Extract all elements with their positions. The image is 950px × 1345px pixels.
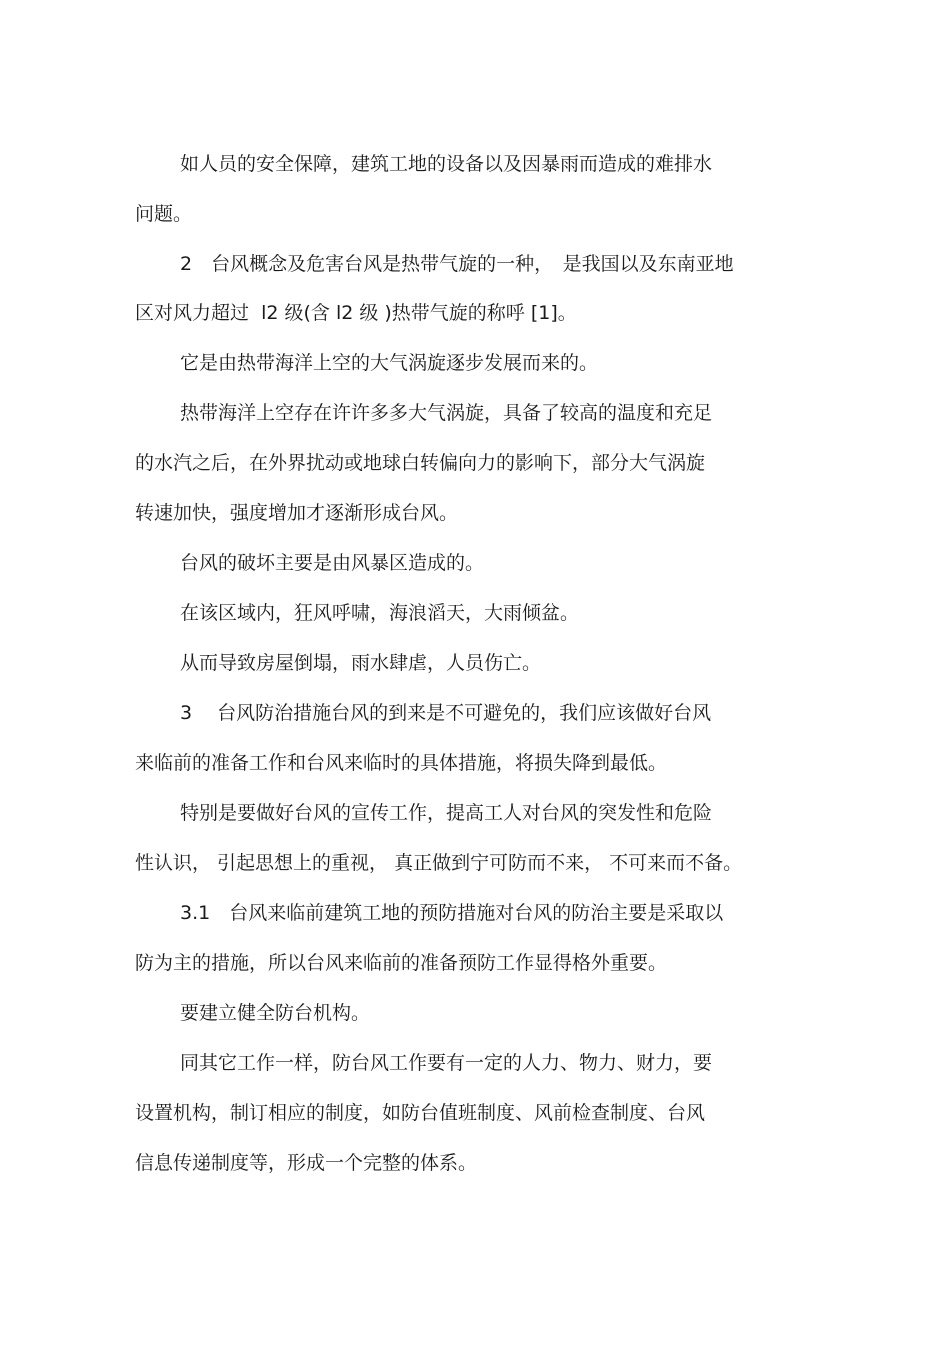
text-line: 的水汽之后，在外界扰动或地球白转偏向力的影响下，部分大气涡旋 bbox=[135, 452, 706, 474]
text-line: 区对风力超过 l2 级(含 l2 级 )热带气旋的称呼 [1]。 bbox=[135, 302, 577, 324]
text-line: 性认识， 引起思想上的重视， 真正做到宁可防而不来， 不可来而不备。 bbox=[135, 852, 743, 874]
text-line: 它是由热带海洋上空的大气涡旋逐步发展而来的。 bbox=[180, 352, 599, 374]
text-line: 从而导致房屋倒塌，雨水肆虐，人员伤亡。 bbox=[180, 652, 542, 674]
text-line: 转速加快，强度增加才逐渐形成台风。 bbox=[135, 502, 459, 524]
text-line: 热带海洋上空存在许许多多大气涡旋，具备了较高的温度和充足 bbox=[180, 402, 713, 424]
text-line: 来临前的准备工作和台风来临时的具体措施，将损失降到最低。 bbox=[135, 752, 668, 774]
text-line: 信息传递制度等，形成一个完整的体系。 bbox=[135, 1152, 478, 1174]
text-line: 特别是要做好台风的宣传工作，提高工人对台风的突发性和危险 bbox=[180, 802, 713, 824]
text-line: 防为主的措施，所以台风来临前的准备预防工作显得格外重要。 bbox=[135, 952, 668, 974]
text-line: 要建立健全防台机构。 bbox=[180, 1002, 371, 1024]
text-line: 在该区域内，狂风呼啸，海浪滔天，大雨倾盆。 bbox=[180, 602, 580, 624]
text-line: 设置机构，制订相应的制度，如防台值班制度、风前检查制度、台风 bbox=[135, 1102, 706, 1124]
text-line: 问题。 bbox=[135, 203, 193, 225]
text-line: 3 台风防治措施台风的到来是不可避免的，我们应该做好台风 bbox=[180, 702, 712, 724]
text-line: 同其它工作一样，防台风工作要有一定的人力、物力、财力，要 bbox=[180, 1052, 713, 1074]
text-line: 2 台风概念及危害台风是热带气旋的一种， 是我国以及东南亚地 bbox=[180, 253, 734, 275]
text-line: 如人员的安全保障，建筑工地的设备以及因暴雨而造成的难排水 bbox=[180, 153, 713, 175]
text-line: 台风的破坏主要是由风暴区造成的。 bbox=[180, 552, 485, 574]
text-line: 3.1 台风来临前建筑工地的预防措施对台风的防治主要是采取以 bbox=[180, 902, 724, 924]
